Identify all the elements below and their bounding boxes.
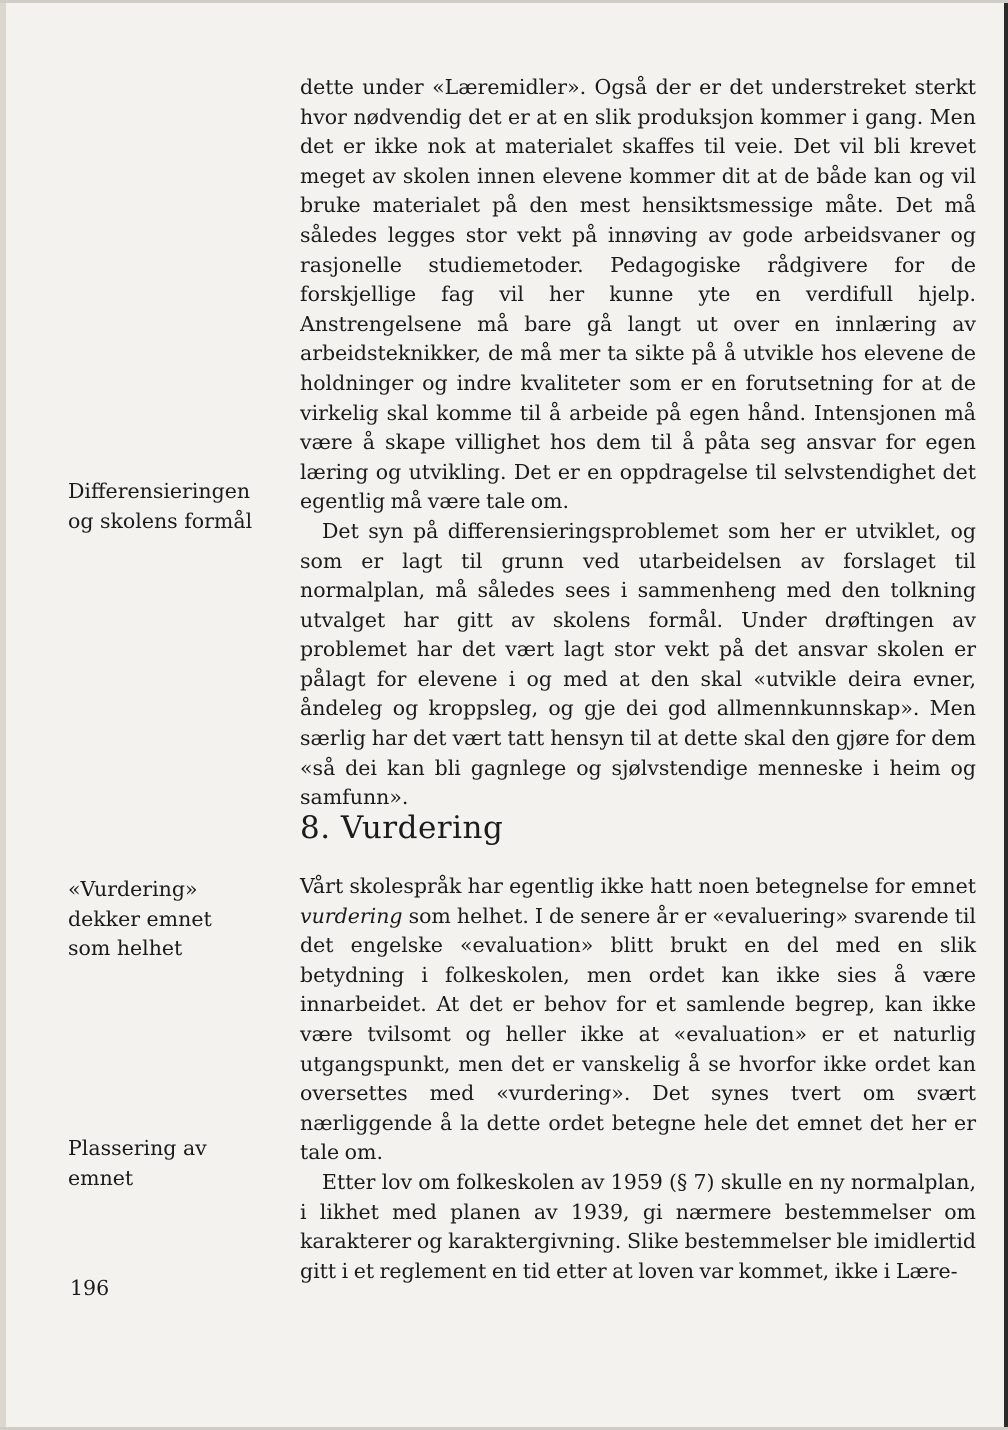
section-heading: 8. Vurdering [300, 810, 504, 846]
section8-body [300, 872, 976, 1286]
body-paragraph [300, 872, 976, 1168]
section7-body [300, 73, 976, 813]
text-run: som helhet. I de senere år er «evaluering» svarende til det engelske «evaluation» blitt brukt en del med en slik betydning i folkeskolen, men ordet kan ikke sies å være innarbeidet. At det er behov for et samlende begrep, kan ikke være tvilsomt og heller ikke at «evaluation» er et naturlig utgangspunkt, men det er vanskelig å se hvorfor ikke ordet kan oversettes med «vurdering». Det synes tvert om svært nærliggende å la dette ordet betegne hele det emnet det her er tale om. [300, 903, 976, 1165]
margin-note-line: og skolens formål [68, 508, 253, 533]
scan-edge-top [0, 0, 1008, 3]
body-paragraph: dette under «Læremidler». Også der er det understreket sterkt hvor nødvendig det er at en slik produksjon kommer i gang. Men det er ikke nok at materialet skaffes til veie. Det vil bli krevet meget av skolen innen elevene kommer dit at de både kan og vil bruke materialet på den mest hensiktsmessige måte. Det må således legges stor vekt på innøving av gode arbeidsvaner og rasjonelle studiemetoder. Pedagogiske rådgivere for de forskjellige fag vil her kunne yte en verdifull hjelp. Anstrengelsene må bare gå langt ut over en innlæring av arbeidsteknikker, de må mer ta sikte på å utvikle hos elevene de holdninger og indre kvaliteter som er en forutsetning for at de virkelig skal komme til å arbeide på egen hånd. Intensjonen må være å skape villighet hos dem til å påta seg ansvar for egen læring og utvikling. Det er en oppdragelse til selvstendighet det egentlig må være tale om. [300, 75, 976, 514]
margin-note-line: Differensieringen [68, 479, 251, 503]
margin-note-placement [68, 1134, 278, 1193]
body-paragraph: Det syn på differensieringsproblemet som her er utviklet, og som er lagt til grunn ved utarbeidelsen av forslaget til normalplan, må således sees i sammenheng med den tolkning utvalget har gitt av skolens formål. Under drøftingen av problemet har det vært lagt stor vekt på det ansvar skolen er pålagt for elevene i og med at den skal «utvikle deira evner, åndeleg og kroppsleg, og gje dei god allmennkunnskap». Men særlig har det vært tatt hensyn til at dette skal den gjøre for dem «så dei kan bli gagnlege og sjølvstendige menneske i heim og samfunn». [300, 518, 976, 810]
margin-note-evaluation-scope [68, 875, 278, 964]
margin-note-line: «Vurdering» [68, 877, 198, 901]
margin-note-line: Plassering av [68, 1136, 207, 1160]
text-run: Vårt skolespråk har egentlig ikke hatt noen betegnelse for emnet [300, 874, 976, 898]
italic-term: vurdering [300, 903, 403, 928]
scan-edge-left [0, 0, 6, 1430]
margin-note-line: emnet [68, 1165, 134, 1190]
margin-note-line: som helhet [68, 936, 183, 961]
margin-note-line: dekker emnet [68, 906, 212, 931]
scan-edge-right [1004, 0, 1008, 1430]
margin-note-differentiation [68, 477, 278, 536]
body-paragraph: Etter lov om folkeskolen av 1959 (§ 7) skulle en ny normalplan, i likhet med planen av 1939, gi nærmere bestemmelser om karakterer og karaktergivning. Slike bestemmelser ble imidlertid gitt i et reglement en tid etter at loven var kommet, ikke i Lære- [300, 1169, 976, 1283]
page-number: 196 [70, 1276, 110, 1300]
